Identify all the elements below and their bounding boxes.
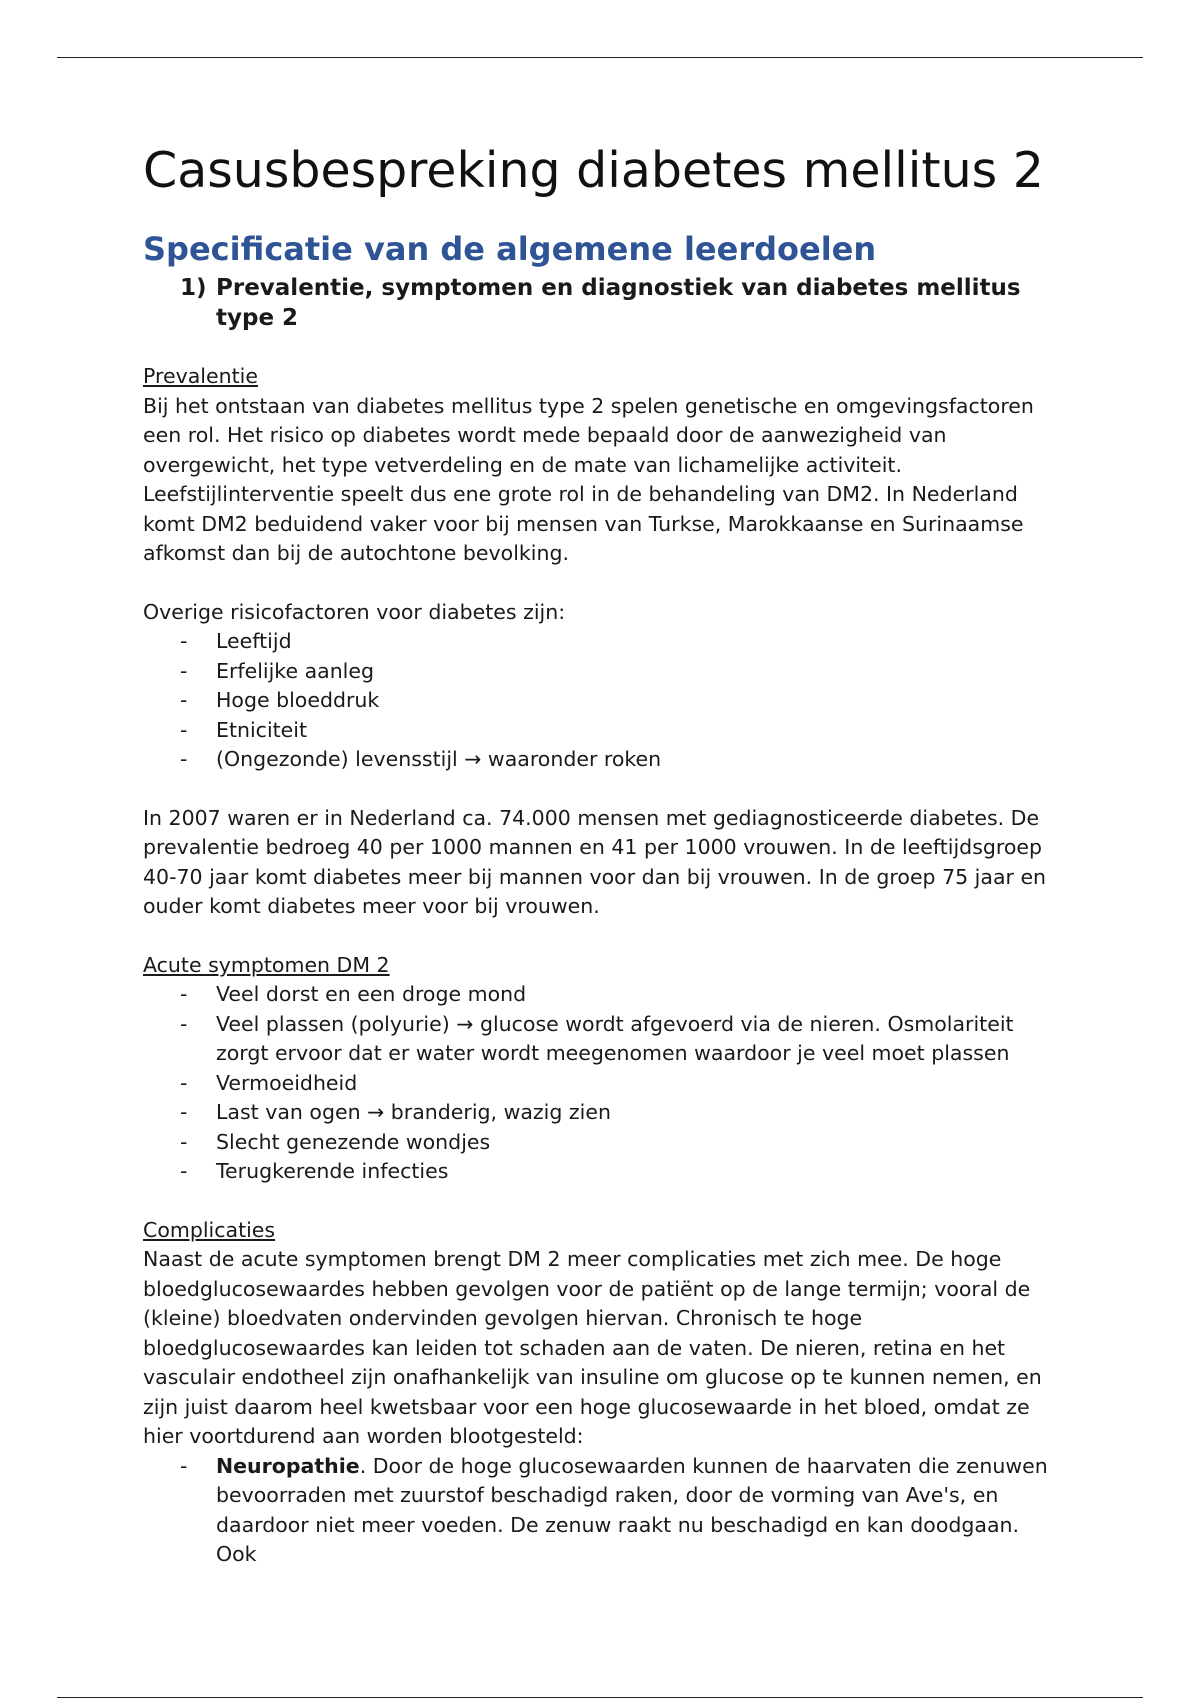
list-item: - (Ongezonde) levensstijl → waaronder roken [180, 747, 662, 771]
footer-rule [57, 1697, 1143, 1698]
risico-intro: Overige risicofactoren voor diabetes zijn: [143, 599, 566, 624]
complicaties-heading: Complicaties [143, 1217, 276, 1242]
list-item: - Erfelijke aanleg [180, 658, 375, 683]
document-body [143, 140, 1063, 1570]
acute-symptomen-list [143, 980, 1063, 1187]
list-item: - Last van ogen → branderig, wazig zien [180, 1100, 611, 1124]
list-item: - Slecht genezende wondjes [180, 1129, 491, 1154]
header-rule [57, 57, 1143, 58]
acute-symptomen-heading: Acute symptomen DM 2 [143, 952, 390, 977]
complicaties-paragraph: Naast de acute symptomen brengt DM 2 meer complicaties met zich mee. De hoge bloedglucosewaardes hebben gevolgen voor de patiënt op de lange termijn; vooral de (kleine) bloedvaten ondervinden gevolgen hiervan. Chronisch te hoge bloedglucosewaardes kan leiden tot schaden aan de vaten. De nieren, retina en het vasculair endotheel zijn onafhankelijk van insuline om glucose op te kunnen nemen, en zijn juist daarom heel kwetsbaar voor een hoge glucosewaarde in het bloed, omdat ze hier voortdurend aan worden blootgesteld: [143, 1247, 1042, 1448]
list-item: - Veel plassen (polyurie) → glucose wordt afgevoerd via de nieren. Osmolariteit zorgt ervoor dat er water wordt meegenomen waardoor je veel moet plassen [180, 1011, 1014, 1065]
heading-text: Prevalentie, symptomen en diagnostiek van diabetes mellitus type 2 [216, 275, 1021, 331]
numbered-heading [143, 273, 1063, 333]
list-item: - Veel dorst en een droge mond [180, 982, 527, 1006]
neuropathie-term: Neuropathie [216, 1453, 360, 1478]
list-item: - Leeftijd [180, 629, 292, 653]
document-title: Casusbespreking diabetes mellitus 2 [143, 142, 1044, 199]
prevalentie-stats-paragraph: In 2007 waren er in Nederland ca. 74.000 mensen met gediagnosticeerde diabetes. De prevalentie bedroeg 40 per 1000 mannen en 41 per 1000 vrouwen. In de leeftijdsgroep 40-70 jaar komt diabetes meer bij mannen voor dan bij vrouwen. In de groep 75 jaar en ouder komt diabetes meer voor bij vrouwen. [143, 805, 1047, 918]
risico-list [143, 627, 1063, 775]
prevalentie-heading: Prevalentie [143, 364, 258, 388]
list-item: - Vermoeidheid [180, 1070, 358, 1095]
prevalentie-paragraph: Bij het ontstaan van diabetes mellitus type 2 spelen genetische en omgevingsfactoren een rol. Het risico op diabetes wordt mede bepaald door de aanwezigheid van overgewicht, het type vetverdeling en de mate van lichamelijke activiteit. Leefstijlinterventie speelt dus ene grote rol in de behandeling van DM2. In Nederland komt DM2 beduidend vaker voor bij mensen van Turkse, Marokkaanse en Surinaamse afkomst dan bij de autochtone bevolking. [143, 393, 1034, 565]
complicaties-list [143, 1452, 1063, 1570]
list-item: - Hoge bloeddruk [180, 688, 380, 712]
list-item: - Neuropathie. Door de hoge glucosewaarden kunnen de haarvaten die zenuwen bevoorraden met zuurstof beschadigd raken, door de vorming van Ave's, en daardoor niet meer voeden. De zenuw raakt nu beschadigd en kan doodgaan. Ook [180, 1453, 1048, 1566]
list-item: - Terugkerende infecties [180, 1159, 449, 1183]
section-subtitle: Specificatie van de algemene leerdoelen [143, 230, 877, 268]
list-item: - Etniciteit [180, 717, 308, 742]
heading-number: 1) [180, 275, 207, 301]
